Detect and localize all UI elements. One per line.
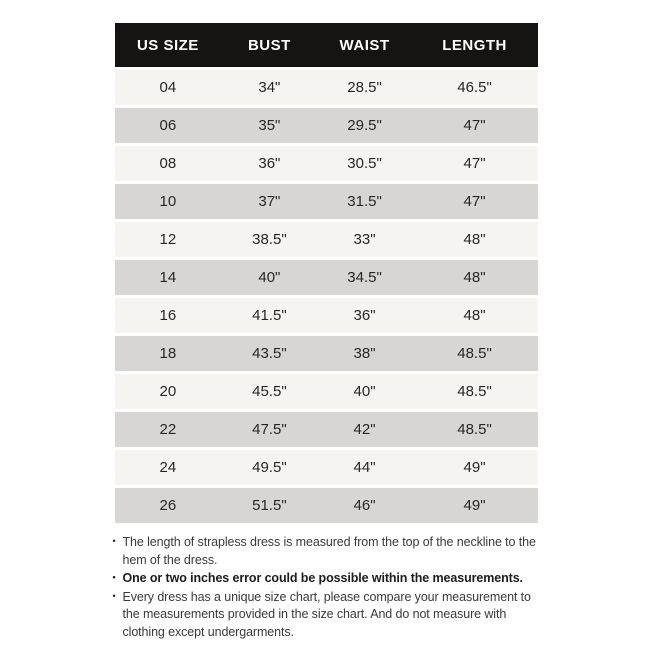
cell-length: 46.5" (457, 79, 492, 96)
cell-us-size: 08 (159, 155, 177, 172)
cell-waist: 31.5" (347, 193, 382, 210)
table-row (115, 412, 538, 447)
cell-bust: 47.5" (252, 421, 287, 438)
cell-waist: 42" (353, 421, 376, 438)
table-row (115, 488, 538, 523)
table-row (115, 108, 538, 143)
bullet-icon: • (112, 572, 116, 582)
cell-length: 49" (463, 497, 486, 514)
table-row (115, 374, 538, 409)
footnote-text: Every dress has a unique size chart, please compare your measurement to the measurements provided in the size chart. And do not measure with clothing except undergarments. (122, 589, 531, 639)
cell-bust: 45.5" (252, 383, 287, 400)
cell-length: 48" (463, 307, 486, 324)
cell-bust: 43.5" (252, 345, 287, 362)
cell-waist: 36" (353, 307, 376, 324)
cell-bust: 38.5" (252, 231, 287, 248)
cell-bust: 37" (258, 193, 281, 210)
cell-length: 47" (463, 193, 486, 210)
column-header-length: LENGTH (442, 36, 507, 54)
footnote-item (111, 534, 543, 569)
cell-us-size: 22 (159, 421, 177, 438)
cell-us-size: 16 (159, 307, 177, 324)
cell-us-size: 04 (159, 79, 177, 96)
table-body (115, 70, 538, 523)
table-row (115, 298, 538, 333)
cell-waist: 34.5" (347, 269, 382, 286)
size-chart-table (115, 23, 538, 523)
cell-bust: 34" (258, 79, 281, 96)
cell-bust: 41.5" (252, 307, 287, 324)
bullet-icon: • (112, 590, 116, 601)
table-row (115, 184, 538, 219)
cell-waist: 28.5" (347, 79, 382, 96)
column-header-bust: BUST (247, 36, 291, 54)
table-row (115, 260, 538, 295)
footnote-text: The length of strapless dress is measured from the top of the neckline to the hem of the dress. (122, 535, 536, 567)
cell-length: 47" (463, 117, 486, 134)
cell-waist: 46" (353, 497, 376, 514)
cell-waist: 40" (353, 383, 376, 400)
cell-bust: 49.5" (252, 459, 287, 476)
cell-waist: 33" (353, 231, 376, 248)
bullet-icon: • (112, 536, 116, 546)
cell-bust: 51.5" (252, 497, 287, 514)
cell-length: 48" (463, 231, 486, 248)
cell-length: 47" (463, 155, 486, 172)
cell-us-size: 24 (159, 459, 177, 476)
table-row (115, 146, 538, 181)
cell-length: 48.5" (457, 345, 492, 362)
table-row (115, 70, 538, 105)
column-header-us-size: US SIZE (136, 36, 199, 54)
cell-bust: 36" (258, 155, 281, 172)
cell-waist: 44" (353, 459, 376, 476)
cell-waist: 29.5" (347, 117, 382, 134)
cell-length: 48" (463, 269, 486, 286)
cell-us-size: 06 (159, 117, 177, 134)
table-row (115, 336, 538, 371)
footnote-text: One or two inches error could be possible within the measurements. (122, 571, 523, 585)
cell-us-size: 10 (159, 193, 177, 210)
cell-us-size: 14 (159, 269, 177, 286)
cell-bust: 40" (258, 269, 281, 286)
cell-waist: 30.5" (347, 155, 382, 172)
table-header-row (115, 23, 538, 67)
cell-us-size: 20 (159, 383, 177, 400)
cell-us-size: 18 (159, 345, 177, 362)
cell-length: 48.5" (457, 421, 492, 438)
cell-length: 49" (463, 459, 486, 476)
cell-length: 48.5" (457, 383, 492, 400)
table-row (115, 222, 538, 257)
table-row (115, 450, 538, 485)
column-header-waist: WAIST (339, 36, 390, 54)
footnotes (111, 534, 543, 641)
footnote-item (111, 589, 543, 642)
cell-us-size: 26 (159, 497, 177, 514)
cell-us-size: 12 (159, 231, 177, 248)
footnote-item (111, 570, 543, 588)
cell-waist: 38" (353, 345, 376, 362)
cell-bust: 35" (258, 117, 281, 134)
